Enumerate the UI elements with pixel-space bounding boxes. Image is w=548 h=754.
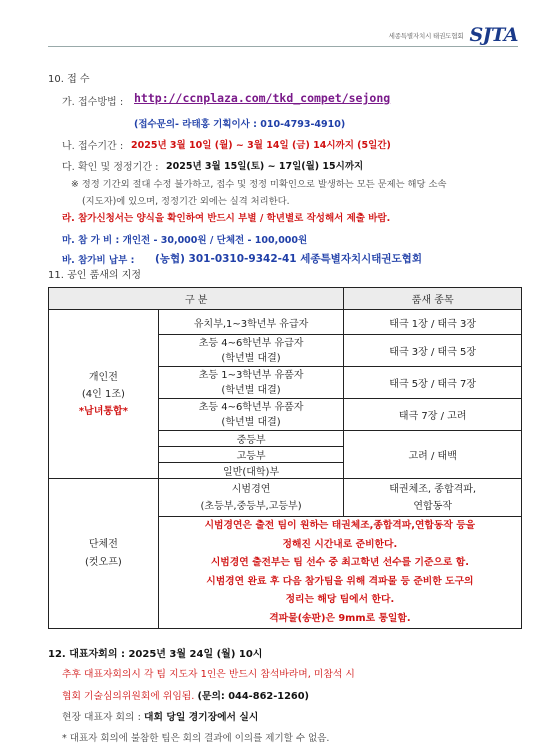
demo-poomsae-line-1: 태권체조, 종합격파, [389, 483, 477, 495]
team-rules-cell [158, 517, 521, 629]
individual-label-cell [49, 310, 159, 479]
team-rule: 격파물(송판)은 9mm로 통일함. [269, 612, 411, 624]
division-cell: 중등부 [158, 431, 344, 447]
poomsae-cell: 태극 1장 / 태극 3장 [344, 310, 522, 335]
division-line-2: (학년별 대결) [221, 352, 281, 364]
absence-notice: * 대표자 회의에 불참한 팀은 회의 결과에 이의를 제기할 수 없음. [62, 733, 330, 744]
individual-mixed-label: *남녀통합* [78, 405, 128, 417]
poomsae-cell: 고려 / 태백 [344, 431, 522, 479]
division-cell: 유치부,1~3학년부 유급자 [158, 310, 344, 335]
method-label: 가. 접수방법 : [62, 97, 124, 108]
confirm-value: 2025년 3월 15일(토) ~ 17일(월) 15시까지 [166, 161, 364, 172]
inquiry-phone: (문의: 044-862-1260) [197, 691, 310, 702]
contact-info: (접수문의- 라태홍 기획이사 : 010-4793-4910) [134, 119, 346, 130]
header-logo [389, 24, 518, 46]
team-rule: 정해진 시간내로 준비한다. [282, 538, 398, 550]
note-line-2: (지도자)에 있으며, 정정기간 외에는 실격 처리한다. [82, 196, 290, 207]
poomsae-cell: 태극 3장 / 태극 5장 [344, 335, 522, 367]
division-line-1: 초등 4~6학년부 유품자 [198, 401, 304, 413]
poomsae-table [48, 287, 522, 629]
team-label: 단체전 [88, 538, 118, 550]
team-label-cell [49, 479, 159, 629]
division-cell: 일반(대학)부 [158, 463, 344, 479]
division-cell [158, 399, 344, 431]
division-line-1: 초등 1~3학년부 유품자 [198, 369, 304, 381]
header-division: 구 분 [49, 288, 344, 310]
section-11-title: 11. 공인 품새의 지정 [48, 270, 142, 281]
meeting-notice-line-2 [62, 688, 309, 702]
poomsae-cell: 태극 5장 / 태극 7장 [344, 367, 522, 399]
section-10-title: 10. 접 수 [48, 74, 90, 85]
individual-label: 개인전 [88, 371, 118, 383]
payment-label: 바. 참가비 납부 : [62, 255, 135, 266]
demo-poomsae-line-2: 연합동작 [413, 500, 453, 512]
registration-link[interactable]: http://ccnplaza.com/tkd_compet/sejong [134, 91, 391, 105]
note-line-1: ※ 정정 기간외 절대 수정 불가하고, 접수 및 정정 미확인으로 발생하는 모든 문제는 해당 소속 [71, 179, 447, 190]
meeting-notice-line-1: 추후 대표자회의시 각 팀 지도자 1인은 반드시 참석바라며, 미참석 시 [62, 669, 355, 680]
demo-division-cell [158, 479, 344, 517]
onsite-meeting-label: 현장 대표자 회의 : [62, 712, 141, 723]
team-rule: 시범경연은 출전 팀이 원하는 태권체조,종합격파,연합동작 등을 [204, 520, 476, 531]
header-divider [48, 46, 518, 47]
poomsae-cell: 태극 7장 / 고려 [344, 399, 522, 431]
application-notice: 라. 참가신청서는 양식을 확인하여 반드시 부별 / 학년별로 작성해서 제출 바람. [62, 213, 391, 224]
division-line-1: 초등 4~6학년부 유급자 [198, 337, 304, 349]
section-12-title: 12. 대표자회의 : 2025년 3월 24일 (월) 10시 [48, 649, 263, 660]
division-line-2: (학년별 대결) [221, 416, 281, 428]
entry-fee: 마. 참 가 비 : 개인전 - 30,000원 / 단체전 - 100,000원 [62, 235, 308, 246]
association-name: 세종특별자치시 태권도협회 [388, 31, 464, 40]
individual-group-size: (4인 1조) [81, 388, 125, 400]
period-value: 2025년 3월 10일 (월) ~ 3월 14일 (금) 14시까지 (5일간) [131, 140, 391, 151]
team-rule: 정리는 해당 팀에서 한다. [285, 594, 395, 605]
period-label: 나. 접수기간 : [62, 141, 124, 152]
header-poomsae: 품새 종목 [344, 288, 522, 310]
team-rule: 시범경연 출전부는 팀 선수 중 최고학년 선수를 기준으로 함. [210, 557, 469, 568]
division-cell [158, 367, 344, 399]
brand-logo: SJTA [469, 24, 518, 46]
demo-line-1: 시범경연 [231, 483, 271, 495]
demo-line-2: (초등부,중등부,고등부) [200, 500, 302, 512]
team-rule: 시범경연 완료 후 다음 참가팀을 위해 격파물 등 준비한 도구의 [206, 575, 474, 587]
onsite-meeting-value: 대회 당일 경기장에서 실시 [144, 712, 259, 723]
demo-poomsae-cell [344, 479, 522, 517]
division-cell [158, 335, 344, 367]
division-cell: 고등부 [158, 447, 344, 463]
team-cutoff-label: (컷오프) [84, 556, 122, 568]
division-line-2: (학년별 대결) [221, 384, 281, 396]
payment-account: (농협) 301-0310-9342-41 세종특별자치시태권도협회 [155, 253, 422, 265]
delegation-text: 협회 기술심의위원회에 위임됨. [62, 691, 195, 702]
confirm-label: 다. 확인 및 정정기간 : [62, 162, 159, 173]
onsite-meeting-line [62, 709, 258, 723]
